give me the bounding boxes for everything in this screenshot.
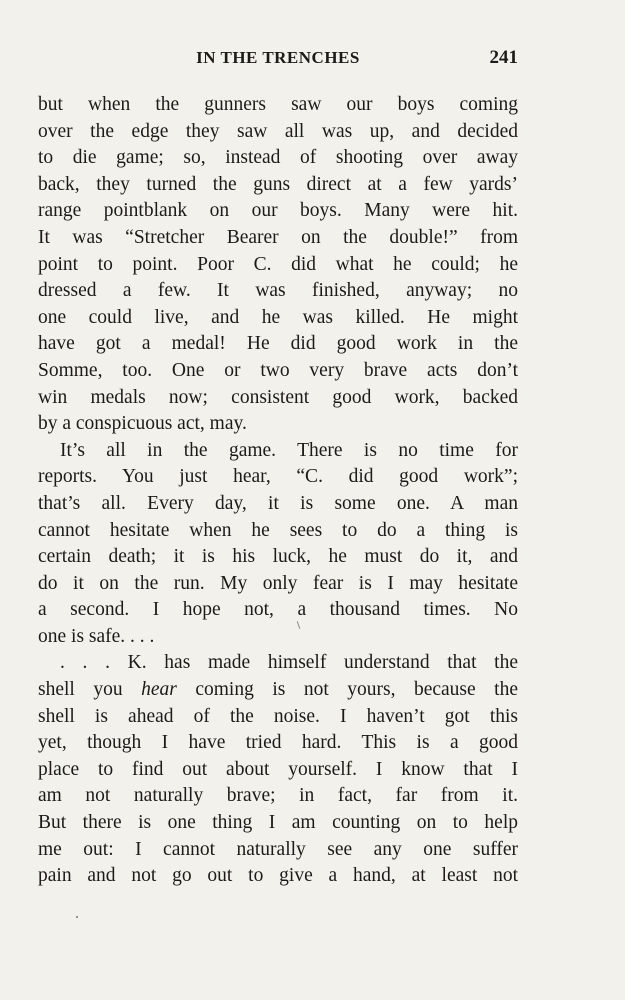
text-line: do it on the run. My only fear is I may hesitate (38, 572, 518, 594)
italic-word: hear (141, 679, 177, 701)
text-line: It’s all in the game. There is no time for (60, 439, 518, 461)
text-line: back, they turned the guns direct at a few yards’ (38, 173, 518, 195)
running-title: IN THE TRENCHES (196, 48, 360, 67)
text-line: cannot hesitate when he sees to do a thing is (38, 519, 518, 541)
text-line: but when the gunners saw our boys coming (38, 94, 518, 115)
running-head (38, 46, 518, 70)
page-number: 241 (489, 47, 518, 68)
text-line: one could live, and he was killed. He might (38, 306, 518, 328)
text-line: dressed a few. It was finished, anyway; no (38, 280, 518, 302)
text-run: coming is not yours, because the (176, 679, 518, 701)
text-line: one is safe. . . . (38, 625, 155, 647)
text-line: over the edge they saw all was up, and decided (38, 120, 518, 142)
paper-speck (76, 916, 78, 918)
text-line: win medals now; consistent good work, backed (38, 386, 518, 408)
text-line: that’s all. Every day, it is some one. A man (38, 492, 518, 514)
text-line: to die game; so, instead of shooting over away (38, 147, 518, 169)
text-line: It was “Stretcher Bearer on the double!” from (38, 226, 518, 248)
text-line: Somme, too. One or two very brave acts don’t (38, 359, 518, 381)
text-line: But there is one thing I am counting on to help (38, 812, 518, 834)
text-line: by a conspicuous act, may. (38, 413, 247, 435)
text-line: me out: I cannot naturally see any one suffer (38, 838, 518, 860)
text-line: am not naturally brave; in fact, far from it. (38, 785, 518, 807)
text-line: reports. You just hear, “C. did good work”; (38, 466, 518, 488)
text-line: pain and not go out to give a hand, at least not (38, 865, 518, 887)
text-line: shell is ahead of the noise. I haven’t got this (38, 705, 518, 727)
text-line: a second. I hope not, a thousand times. No (38, 599, 518, 621)
text-line-with-italic (38, 677, 518, 704)
text-line: yet, though I have tried hard. This is a good (38, 732, 518, 754)
text-line: range pointblank on our boys. Many were hit. (38, 200, 518, 222)
text-line: have got a medal! He did good work in the (38, 333, 518, 355)
text-line: certain death; it is his luck, he must do it, and (38, 546, 518, 568)
text-line: point to point. Poor C. did what he could; he (38, 253, 518, 275)
body-text (38, 92, 518, 890)
text-run: shell you (38, 679, 142, 701)
text-line: . . . K. has made himself understand that the (60, 652, 518, 674)
text-line: place to find out about yourself. I know that I (38, 758, 518, 780)
